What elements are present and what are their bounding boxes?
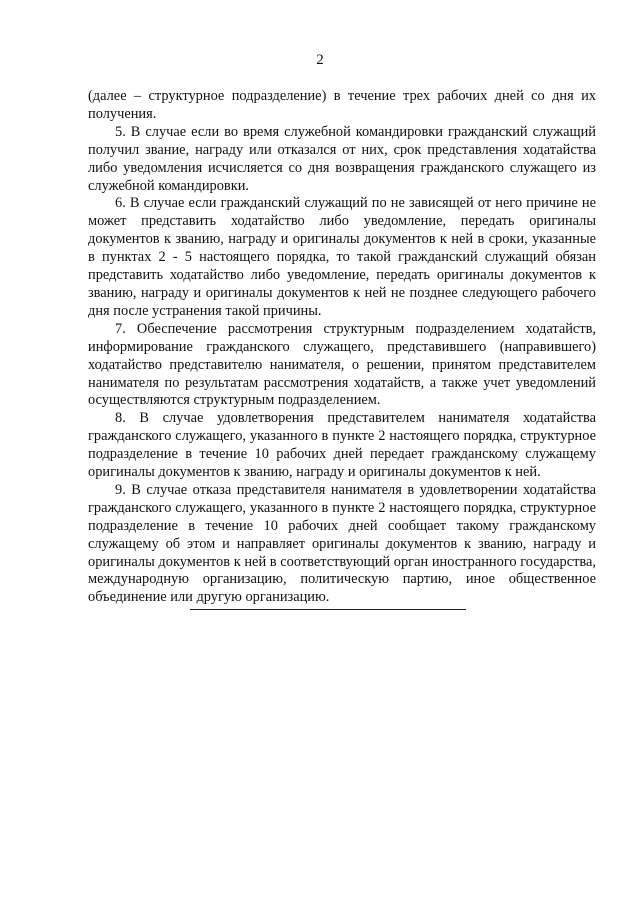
paragraph-item-6: 6. В случае если гражданский служащий по не зависящей от него причине не может представить ходатайство либо уведомление, передать оригиналы документов к званию, награду и оригиналы документов к ней в сроки, указанные в пунктах 2 - 5 настоящего порядка, то такой гражданский служащий обязан представить ходатайство либо уведомление, передать оригиналы документов к званию, награду и оригиналы документов к ней не позднее следующего рабочего дня после устранения такой причины. <box>88 195 596 319</box>
paragraph-item-5: 5. В случае если во время служебной командировки гражданский служащий получил звание, награду или отказался от них, срок представления ходатайства либо уведомления исчисляется со дня возвращения гражданского служащего из служебной командировки. <box>88 123 596 194</box>
paragraph-item-9: 9. В случае отказа представителя нанимателя в удовлетворении ходатайства гражданского служащего, указанного в пункте 2 настоящего порядка, структурное подразделение в течение 10 рабочих дней сообщает такому гражданскому служащему об этом и направляет оригиналы документов к званию, награду и оригиналы документов к ней в соответствующий орган иностранного государства, международную организацию, политическую партию, иное общественное объединение или другую организацию. <box>88 481 596 606</box>
document-body <box>88 88 596 607</box>
paragraph-item-7: 7. Обеспечение рассмотрения структурным подразделением ходатайств, информирование гражданского служащего, представившего (направившего) ходатайство представителю нанимателя, о решении, принятом представителем нанимателя по результатам рассмотрения ходатайств, а также учет уведомлений осуществляются структурным подразделением. <box>88 320 596 409</box>
paragraph-item-8: 8. В случае удовлетворения представителем нанимателя ходатайства гражданского служащего, указанного в пункте 2 настоящего порядка, структурное подразделение в течение 10 рабочих дней передает гражданскому служащему оригиналы документов к званию, награду и оригиналы документов к ней. <box>88 410 596 481</box>
paragraph-continuation: (далее – структурное подразделение) в течение трех рабочих дней со дня их получения. <box>88 88 596 122</box>
page-number: 2 <box>316 52 324 68</box>
closing-divider-line <box>190 609 466 610</box>
